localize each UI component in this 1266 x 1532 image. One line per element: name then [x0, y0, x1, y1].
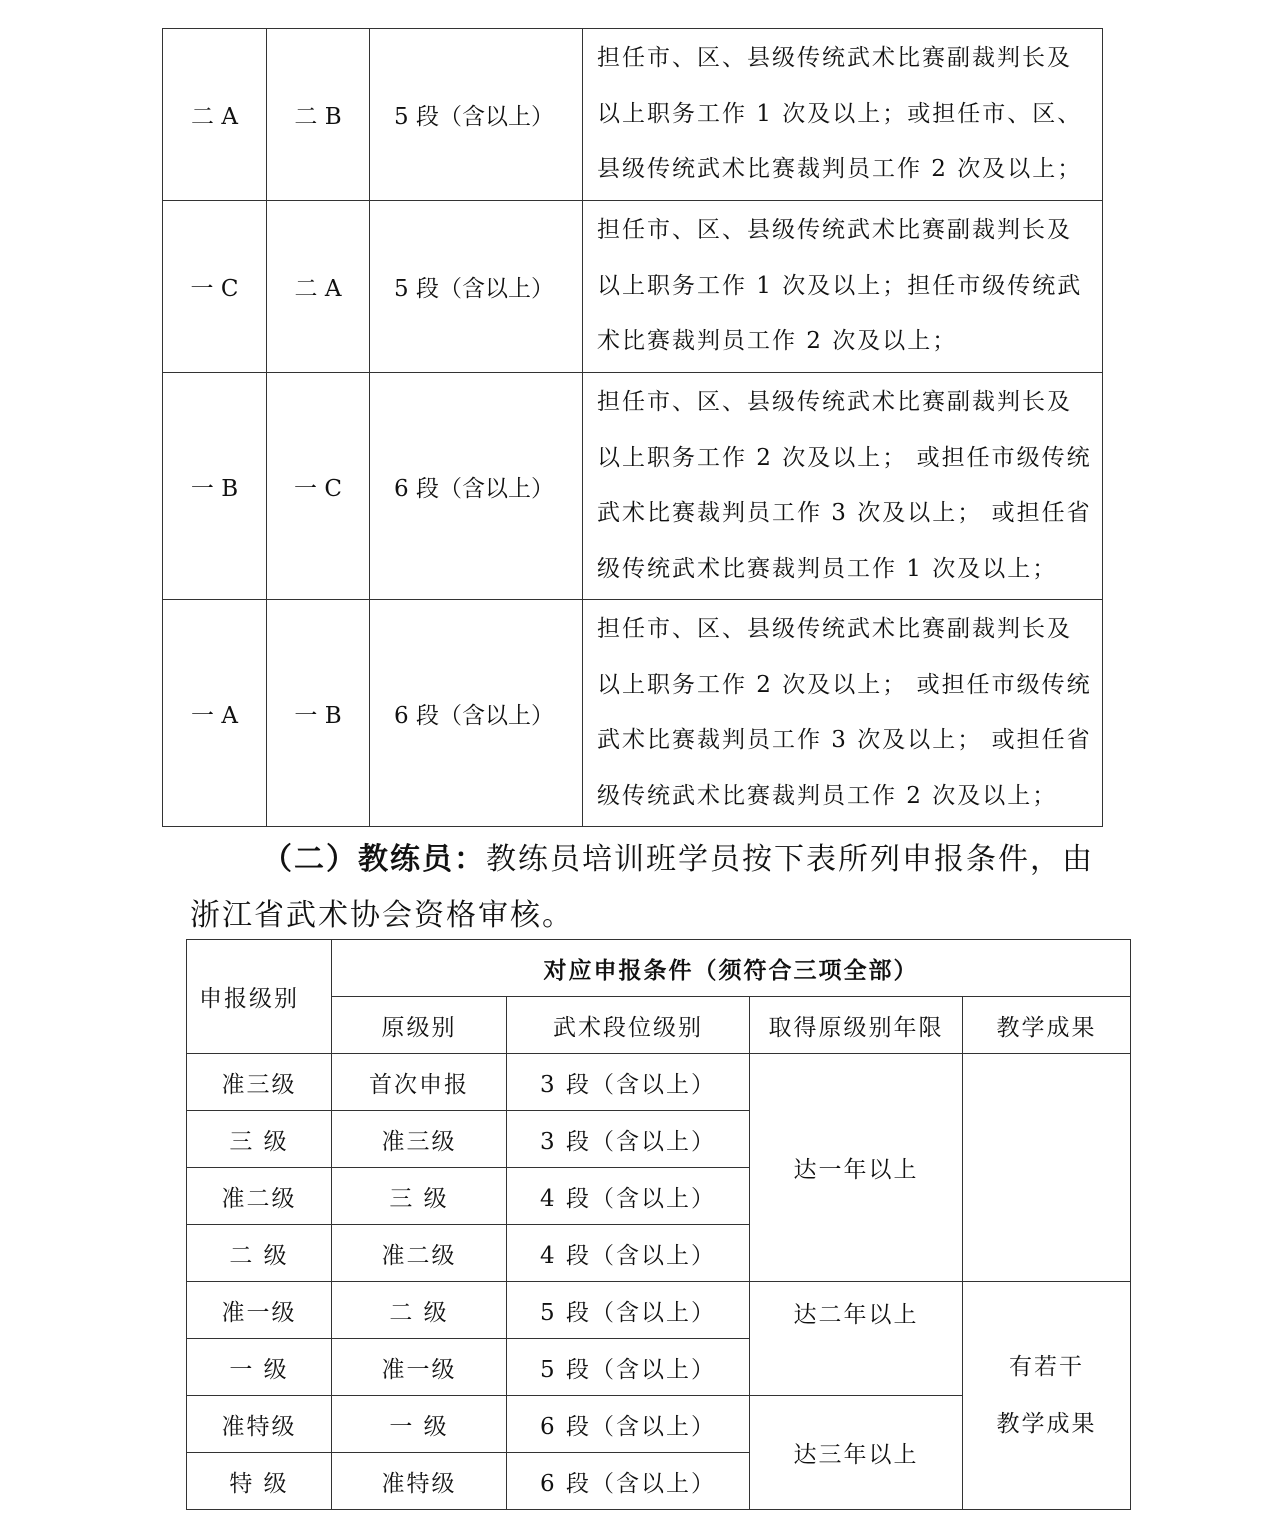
years-cell: 达二年以上 — [750, 1282, 963, 1396]
original-level-cell: 一 B — [267, 600, 370, 827]
coach-section-paragraph-line2: 浙江省武术协会资格审核。 — [190, 898, 574, 933]
table-row — [187, 1054, 1131, 1111]
requirement-line: 以上职务工作 1 次及以上；担任市级传统武 — [597, 272, 1083, 299]
table-header-row — [187, 940, 1131, 997]
results-line: 教学成果 — [996, 1410, 1097, 1437]
requirement-line: 担任市、区、县级传统武术比赛副裁判长及 — [597, 389, 1072, 415]
level-cell: 二 级 — [187, 1225, 332, 1282]
requirement-line: 以上职务工作 2 次及以上； 或担任市级传统 — [597, 444, 1092, 471]
requirement-line: 担任市、区、县级传统武术比赛副裁判长及 — [597, 45, 1072, 72]
header-conditions: 对应申报条件（须符合三项全部） — [332, 940, 1131, 997]
original-level-cell: 一 级 — [332, 1396, 507, 1453]
duan-cell: 6 段（含以上） — [370, 600, 583, 827]
header-apply-level: 申报级别 — [187, 940, 332, 1054]
original-level-cell: 二 B — [267, 29, 370, 201]
table-row — [163, 600, 1103, 827]
duan-cell: 6 段（含以上） — [507, 1396, 750, 1453]
table-row — [163, 29, 1103, 201]
requirement-line: 担任市、区、县级传统武术比赛副裁判长及 — [597, 217, 1072, 244]
coach-section-heading: （二）教练员： — [262, 842, 486, 877]
table-row — [187, 1282, 1131, 1339]
years-cell: 达一年以上 — [750, 1054, 963, 1282]
level-cell: 准二级 — [187, 1168, 332, 1225]
header-original-level: 原级别 — [332, 997, 507, 1054]
apply-level-cell: 二 A — [163, 29, 267, 201]
duan-cell: 5 段（含以上） — [507, 1339, 750, 1396]
results-cell-empty — [963, 1054, 1131, 1282]
requirement-cell — [583, 373, 1103, 600]
level-cell: 准特级 — [187, 1396, 332, 1453]
header-years: 取得原级别年限 — [750, 997, 963, 1054]
duan-cell: 5 段（含以上） — [370, 201, 583, 373]
header-teaching-results: 教学成果 — [963, 997, 1131, 1054]
referee-requirements-table — [162, 28, 1103, 827]
requirement-line: 武术比赛裁判员工作 3 次及以上； 或担任省 — [597, 500, 1092, 526]
duan-cell: 6 段（含以上） — [370, 373, 583, 600]
duan-cell: 4 段（含以上） — [507, 1225, 750, 1282]
requirement-cell — [583, 600, 1103, 827]
apply-level-cell: 一 C — [163, 201, 267, 373]
original-level-cell: 一 C — [267, 373, 370, 600]
duan-cell: 3 段（含以上） — [507, 1111, 750, 1168]
apply-level-cell: 一 A — [163, 600, 267, 827]
requirement-line: 以上职务工作 2 次及以上； 或担任市级传统 — [597, 671, 1092, 698]
duan-cell: 6 段（含以上） — [507, 1453, 750, 1510]
level-cell: 特 级 — [187, 1453, 332, 1510]
duan-cell: 3 段（含以上） — [507, 1054, 750, 1111]
original-level-cell: 二 A — [267, 201, 370, 373]
paragraph-text: 教练员培训班学员按下表所列申报条件，由 — [486, 842, 1094, 877]
requirement-line: 担任市、区、县级传统武术比赛副裁判长及 — [597, 616, 1072, 642]
requirement-line: 武术比赛裁判员工作 3 次及以上； 或担任省 — [597, 727, 1092, 753]
requirement-line: 级传统武术比赛裁判员工作 1 次及以上； — [597, 555, 1058, 582]
requirement-line: 级传统武术比赛裁判员工作 2 次及以上； — [597, 782, 1058, 809]
years-cell: 达三年以上 — [750, 1396, 963, 1510]
table-row — [163, 373, 1103, 600]
header-duan-level: 武术段位级别 — [507, 997, 750, 1054]
original-level-cell: 首次申报 — [332, 1054, 507, 1111]
requirement-line: 术比赛裁判员工作 2 次及以上； — [597, 328, 958, 355]
requirement-cell — [583, 201, 1103, 373]
level-cell: 准一级 — [187, 1282, 332, 1339]
duan-cell: 5 段（含以上） — [370, 29, 583, 201]
level-cell: 三 级 — [187, 1111, 332, 1168]
original-level-cell: 准三级 — [332, 1111, 507, 1168]
requirement-line: 以上职务工作 1 次及以上；或担任市、区、 — [597, 100, 1083, 127]
coach-section-paragraph-line1 — [262, 840, 1094, 880]
table-row — [163, 201, 1103, 373]
requirement-line: 县级传统武术比赛裁判员工作 2 次及以上； — [597, 156, 1083, 183]
duan-cell: 5 段（含以上） — [507, 1282, 750, 1339]
apply-level-cell: 一 B — [163, 373, 267, 600]
original-level-cell: 准特级 — [332, 1453, 507, 1510]
original-level-cell: 准一级 — [332, 1339, 507, 1396]
results-line: 有若干 — [1009, 1353, 1084, 1380]
original-level-cell: 准二级 — [332, 1225, 507, 1282]
level-cell: 一 级 — [187, 1339, 332, 1396]
coach-requirements-table — [186, 939, 1131, 1510]
original-level-cell: 三 级 — [332, 1168, 507, 1225]
duan-cell: 4 段（含以上） — [507, 1168, 750, 1225]
original-level-cell: 二 级 — [332, 1282, 507, 1339]
requirement-cell — [583, 29, 1103, 201]
level-cell: 准三级 — [187, 1054, 332, 1111]
results-cell — [963, 1282, 1131, 1510]
